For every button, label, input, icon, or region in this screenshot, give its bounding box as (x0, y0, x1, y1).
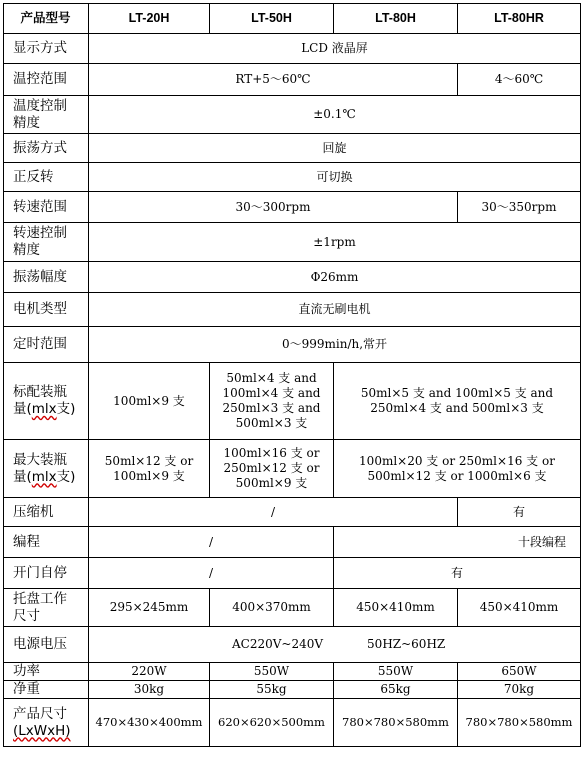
row-label: 正反转 (4, 163, 89, 192)
tray-lt80: 450×410mm (334, 589, 458, 627)
speed-precision-value: ±1rpm (89, 223, 581, 262)
row-shake-mode (4, 134, 581, 163)
model-lt80hr: LT-80HR (458, 4, 581, 34)
row-label: 编程 (4, 527, 89, 558)
row-timer (4, 327, 581, 363)
row-label (4, 363, 89, 440)
cell-line: 100ml×16 支 or (223, 446, 320, 460)
row-label (4, 223, 89, 262)
label-line: 标配装瓶 (13, 384, 67, 400)
cell-line: 500ml×9 支 (235, 476, 308, 490)
door-stop-main: / (89, 558, 334, 589)
cell-line: 500ml×3 支 (235, 416, 308, 430)
row-label (4, 699, 89, 747)
frequency-value: 50HZ~60HZ (367, 637, 446, 651)
amplitude-value: Φ26mm (89, 262, 581, 293)
row-temp-range (4, 64, 581, 96)
display-value: LCD 液晶屏 (89, 34, 581, 64)
temp-precision-value: ±0.1℃ (89, 96, 581, 134)
std-flask-lt80 (334, 363, 581, 440)
row-temp-precision (4, 96, 581, 134)
row-reverse (4, 163, 581, 192)
label-part: 量( (13, 401, 32, 417)
row-label: 振荡方式 (4, 134, 89, 163)
label-line: 温度控制 (13, 97, 67, 114)
label-line: 托盘工作 (13, 590, 67, 607)
cell-line: 250ml×3 支 and (222, 401, 321, 415)
label-line: 尺寸 (13, 607, 40, 624)
dims-lt80: 780×780×580mm (334, 699, 458, 747)
label-part: 支) (56, 468, 76, 485)
cell-line: 250ml×4 支 and 500ml×3 支 (370, 401, 544, 415)
std-flask-lt50 (210, 363, 334, 440)
weight-lt50: 55kg (210, 681, 334, 699)
row-door-stop (4, 558, 581, 589)
label-line: 转速控制 (13, 225, 67, 241)
header-row (4, 4, 581, 34)
reverse-value: 可切换 (89, 163, 581, 192)
row-max-flask (4, 440, 581, 498)
cell-line: 50ml×12 支 or (104, 453, 194, 468)
row-dims (4, 699, 581, 747)
label-part: 量( (13, 468, 32, 485)
program-main: / (89, 527, 334, 558)
cell-line: 50ml×5 支 and 100ml×5 支 and (360, 386, 554, 400)
row-compressor (4, 498, 581, 527)
cell-line: 100ml×4 支 and (222, 386, 321, 400)
row-program (4, 527, 581, 558)
label-line: 产品尺寸 (13, 705, 67, 722)
tray-lt20: 295×245mm (89, 589, 210, 627)
row-label (4, 440, 89, 498)
compressor-main: / (89, 498, 458, 527)
max-flask-lt80 (334, 440, 581, 498)
label-line: 最大装瓶 (13, 451, 67, 468)
std-flask-lt20: 100ml×9 支 (89, 363, 210, 440)
row-label (4, 589, 89, 627)
timer-value: 0～999min/h,常开 (89, 327, 581, 363)
header-label: 产品型号 (4, 4, 89, 34)
door-stop-right: 有 (334, 558, 581, 589)
weight-lt80: 65kg (334, 681, 458, 699)
power-lt80hr: 650W (458, 663, 581, 681)
label-line: 精度 (13, 114, 40, 131)
max-flask-lt50 (210, 440, 334, 498)
label-line: (LxWxH) (13, 722, 71, 739)
power-lt20: 220W (89, 663, 210, 681)
row-label: 净重 (4, 681, 89, 699)
label-part: mlx (31, 468, 57, 485)
row-weight (4, 681, 581, 699)
row-label (4, 96, 89, 134)
cell-line: 50ml×4 支 and (226, 371, 317, 385)
cell-line: 250ml×12 支 or (223, 461, 320, 475)
row-label: 温控范围 (4, 64, 89, 96)
row-std-flask (4, 363, 581, 440)
model-lt80h: LT-80H (334, 4, 458, 34)
program-hr: 十段编程 (334, 527, 581, 558)
row-speed-precision (4, 223, 581, 262)
voltage-value: AC220V~240V (232, 637, 324, 651)
spec-table (3, 3, 581, 747)
row-power (4, 663, 581, 681)
dims-lt50: 620×620×500mm (210, 699, 334, 747)
label-part: mlx (31, 401, 57, 417)
row-label: 开门自停 (4, 558, 89, 589)
row-tray (4, 589, 581, 627)
row-power-voltage (4, 627, 581, 663)
model-lt50h: LT-50H (210, 4, 334, 34)
label-part: 支) (56, 401, 76, 417)
speed-range-hr: 30～350rpm (458, 192, 581, 223)
weight-lt80hr: 70kg (458, 681, 581, 699)
compressor-hr: 有 (458, 498, 581, 527)
dims-lt80hr: 780×780×580mm (458, 699, 581, 747)
tray-lt50: 400×370mm (210, 589, 334, 627)
cell-line: 500ml×12 支 or 1000ml×6 支 (367, 468, 547, 483)
row-label: 功率 (4, 663, 89, 681)
dims-lt20: 470×430×400mm (89, 699, 210, 747)
tray-lt80hr: 450×410mm (458, 589, 581, 627)
shake-mode-value: 回旋 (89, 134, 581, 163)
row-speed-range (4, 192, 581, 223)
row-label: 定时范围 (4, 327, 89, 363)
row-display (4, 34, 581, 64)
temp-range-hr: 4～60℃ (458, 64, 581, 96)
row-motor (4, 293, 581, 327)
row-amplitude (4, 262, 581, 293)
power-voltage-cell (89, 627, 581, 663)
weight-lt20: 30kg (89, 681, 210, 699)
row-label: 电机类型 (4, 293, 89, 327)
cell-line: 100ml×9 支 (113, 468, 185, 483)
row-label: 显示方式 (4, 34, 89, 64)
power-lt80: 550W (334, 663, 458, 681)
power-lt50: 550W (210, 663, 334, 681)
row-label: 转速范围 (4, 192, 89, 223)
label-line (13, 401, 87, 418)
label-line: 精度 (13, 242, 40, 258)
row-label: 振荡幅度 (4, 262, 89, 293)
motor-value: 直流无刷电机 (89, 293, 581, 327)
row-label: 压缩机 (4, 498, 89, 527)
max-flask-lt20 (89, 440, 210, 498)
temp-range-main: RT+5～60℃ (89, 64, 458, 96)
cell-line: 100ml×20 支 or 250ml×16 支 or (359, 453, 555, 468)
speed-range-main: 30～300rpm (89, 192, 458, 223)
label-line (13, 469, 87, 486)
model-lt20h: LT-20H (89, 4, 210, 34)
row-label: 电源电压 (4, 627, 89, 663)
